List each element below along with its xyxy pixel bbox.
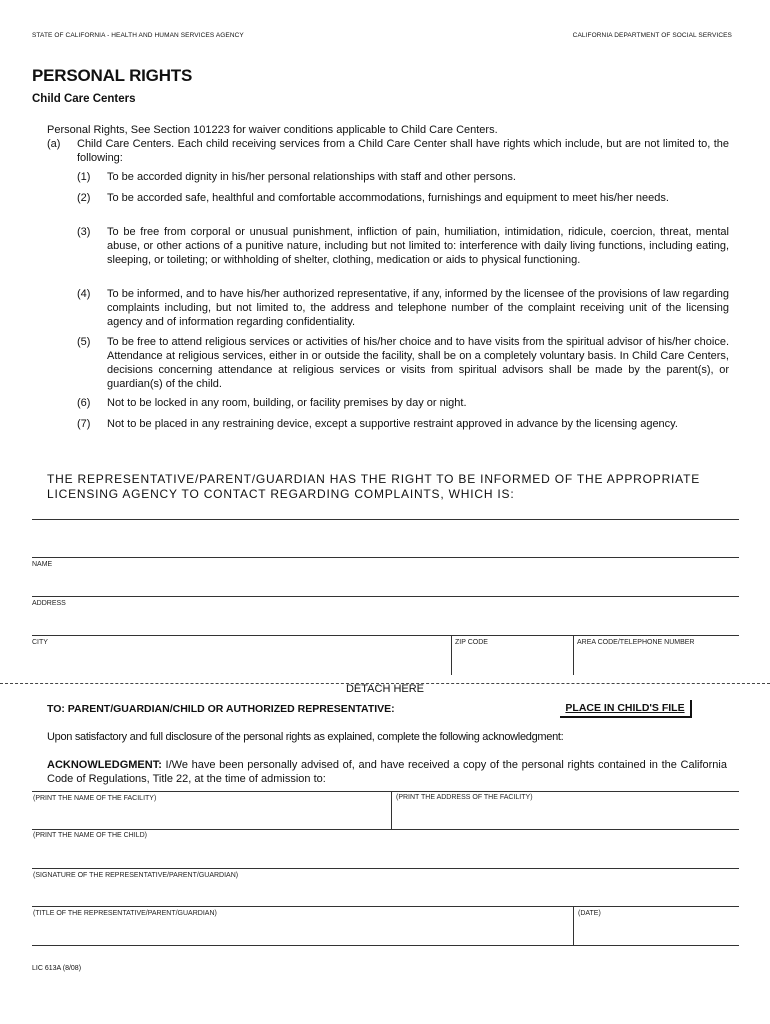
- agency-name-label: NAME: [32, 561, 53, 568]
- agency-line: [32, 635, 739, 636]
- facility-address-label: (PRINT THE ADDRESS OF THE FACILITY): [396, 794, 533, 801]
- right-number: (4): [77, 288, 91, 300]
- to-line: TO: PARENT/GUARDIAN/CHILD OR AUTHORIZED REPRESENTATIVE:: [47, 703, 395, 715]
- right-number: (6): [77, 397, 91, 409]
- form-line: [32, 791, 739, 792]
- acknowledgment-body: I/We have been personally advised of, and have received a copy of the personal rights contained in the California Code of Regulations, Title 22, at the time of admission to:: [47, 759, 727, 785]
- right-text: To be free from corporal or unusual punishment, infliction of pain, humiliation, intimidation, ridicule, coercion, threat, mental abuse, or other actions of a punitive nature, including but not limited to: interference with daily living functions, including eating, sleeping, or toileting; or withholding of shelter, clothing, medication or aids to physical functioning.: [107, 226, 729, 266]
- rep-title-label: (TITLE OF THE REPRESENTATIVE/PARENT/GUARDIAN): [33, 910, 217, 917]
- acknowledgment-intro: Upon satisfactory and full disclosure of the personal rights as explained, complete the following acknowledgment:: [47, 731, 564, 743]
- child-name-label: (PRINT THE NAME OF THE CHILD): [33, 832, 147, 839]
- form-code: LIC 613A (8/08): [32, 965, 82, 972]
- field-divider: [391, 791, 392, 829]
- field-divider: [573, 906, 574, 945]
- right-text: To be accorded safe, healthful and comfortable accommodations, furnishings and equipment to meet his/her needs.: [107, 192, 669, 204]
- form-line: [32, 829, 739, 830]
- detach-here-label: DETACH HERE: [345, 683, 425, 695]
- right-text: To be accorded dignity in his/her personal relationships with staff and other persons.: [107, 171, 516, 183]
- agency-phone-label: AREA CODE/TELEPHONE NUMBER: [577, 639, 695, 646]
- agency-line: [32, 557, 739, 558]
- page-title: PERSONAL RIGHTS: [32, 66, 193, 85]
- date-label: (DATE): [578, 910, 601, 917]
- facility-name-label: (PRINT THE NAME OF THE FACILITY): [33, 795, 157, 802]
- item-a-label: (a): [47, 138, 61, 150]
- intro-text: Personal Rights, See Section 101223 for waiver conditions applicable to Child Care Centers.: [47, 124, 498, 136]
- form-line: [32, 906, 739, 907]
- complaint-notice: THE REPRESENTATIVE/PARENT/GUARDIAN HAS THE RIGHT TO BE INFORMED OF THE APPROPRIATE LICENSING AGENCY TO CONTACT REGARDING COMPLAINTS, WHICH IS:: [47, 472, 701, 501]
- right-number: (7): [77, 418, 91, 430]
- agency-city-label: CITY: [32, 639, 48, 646]
- right-text: To be informed, and to have his/her authorized representative, if any, informed by the licensee of the provisions of law regarding complaints including, but not limited to, the address and telephone number of the complaint receiving unit of the licensing agency and of information regarding confidentiality.: [107, 288, 729, 328]
- right-number: (2): [77, 192, 91, 204]
- department-header: CALIFORNIA DEPARTMENT OF SOCIAL SERVICES: [572, 32, 732, 39]
- form-line: [32, 945, 739, 946]
- right-number: (1): [77, 171, 91, 183]
- page-subtitle: Child Care Centers: [32, 93, 136, 105]
- acknowledgment-label: ACKNOWLEDGMENT:: [47, 759, 162, 771]
- field-divider: [573, 635, 574, 675]
- right-text: Not to be locked in any room, building, or facility premises by day or night.: [107, 397, 467, 409]
- place-in-file-box: [560, 700, 692, 718]
- acknowledgment-text: [47, 758, 727, 786]
- signature-label: (SIGNATURE OF THE REPRESENTATIVE/PARENT/GUARDIAN): [33, 872, 239, 879]
- right-number: (3): [77, 226, 91, 238]
- right-text: To be free to attend religious services or activities of his/her choice and to have visits from the spiritual advisor of his/her choice. Attendance at religious services, either in or outside the facility, shall be on a completely voluntary basis. In Child Care Centers, decisions concerning attendance at religious services or visits from spiritual advisors shall be made by the parent(s), or guardian(s) of the child.: [107, 336, 729, 390]
- agency-line: [32, 596, 739, 597]
- agency-zip-label: ZIP CODE: [455, 639, 488, 646]
- item-a-text: Child Care Centers. Each child receiving services from a Child Care Center shall have rights which include, but are not limited to, the following:: [77, 138, 729, 164]
- agency-address-label: ADDRESS: [32, 600, 66, 607]
- form-line: [32, 868, 739, 869]
- right-number: (5): [77, 336, 91, 348]
- agency-line-top: [32, 519, 739, 520]
- right-text: Not to be placed in any restraining device, except a supportive restraint approved in advance by the licensing agency.: [107, 418, 678, 430]
- field-divider: [451, 635, 452, 675]
- agency-header: STATE OF CALIFORNIA - HEALTH AND HUMAN SERVICES AGENCY: [32, 32, 244, 39]
- place-in-file-label: PLACE IN CHILD'S FILE: [565, 702, 685, 714]
